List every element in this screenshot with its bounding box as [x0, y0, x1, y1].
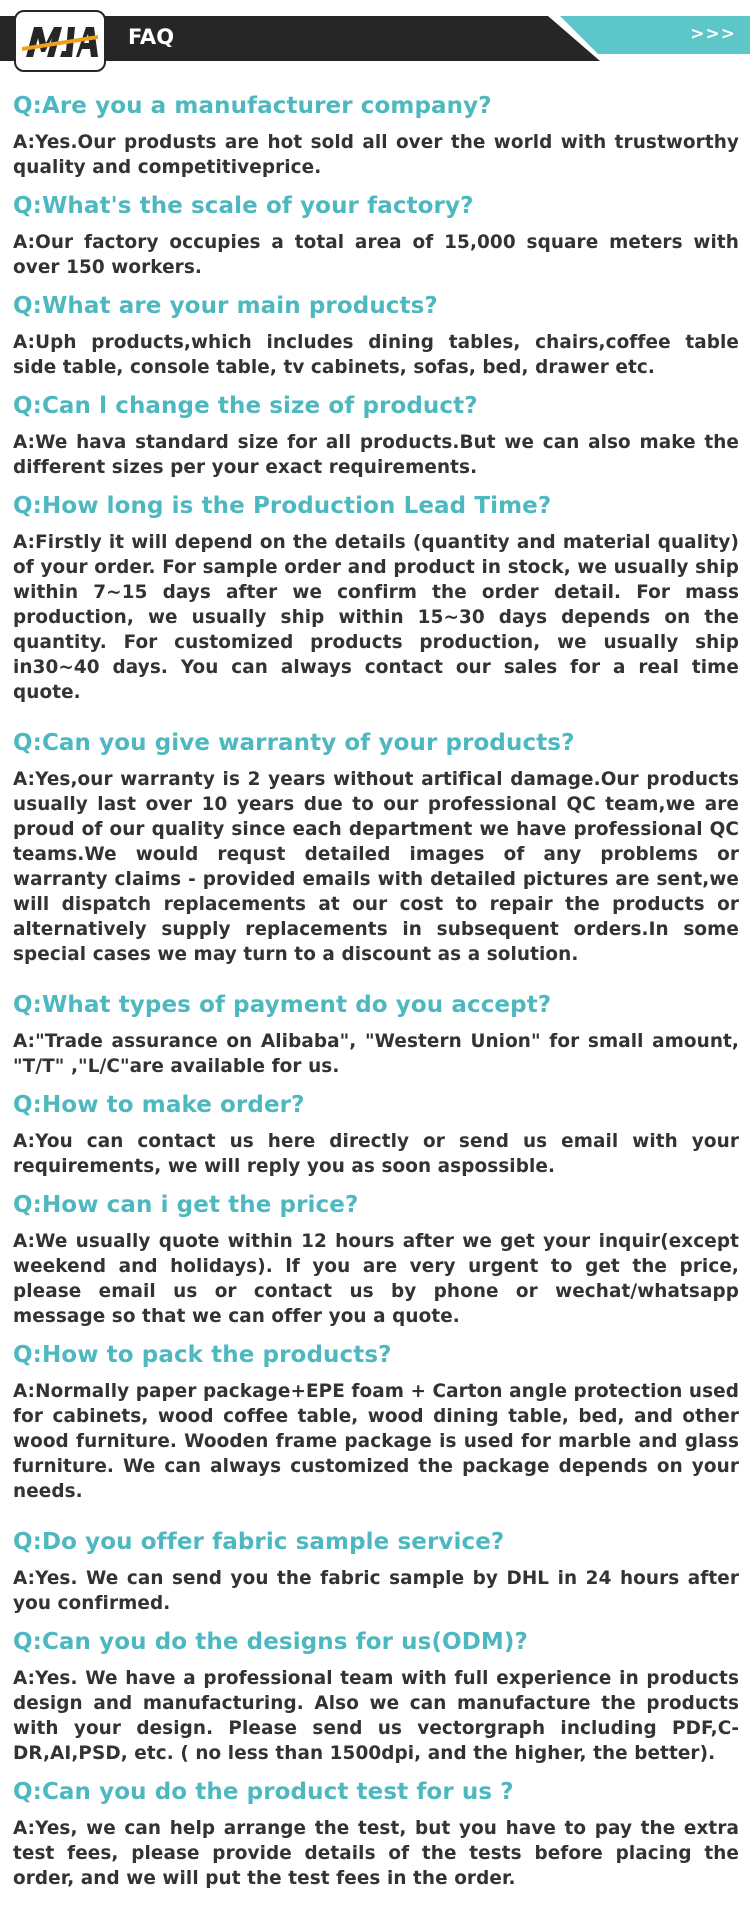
faq-answer: A:Uph products,which includes dining tables, chairs,coffee table side table, console table, tv cabinets, sofas, bed, drawer etc. [13, 332, 739, 378]
faq-question: Q:What are your main products? [13, 293, 438, 319]
brand-logo-icon [20, 21, 100, 61]
faq-question: Q:What's the scale of your factory? [13, 193, 474, 219]
faq-item [13, 192, 739, 280]
faq-item [13, 1528, 739, 1616]
faq-item [13, 392, 739, 480]
faq-answer: A:Normally paper package+EPE foam + Carton angle protection used for cabinets, wood coffee table, wood dining table, bed, and other wood furniture. Wooden frame package is used for marble and glass furniture. We can always customized the package depends on your needs. [13, 1381, 739, 1502]
faq-question: Q:How to pack the products? [13, 1342, 392, 1368]
faq-item [13, 1341, 739, 1504]
faq-item [13, 1778, 739, 1891]
faq-item [13, 1628, 739, 1766]
brand-logo [14, 10, 106, 72]
faq-question: Q:How to make order? [13, 1092, 305, 1118]
header-arrows: >>> [690, 24, 736, 44]
faq-question: Q:Can l change the size of product? [13, 393, 478, 419]
faq-answer: A:Yes. We can send you the fabric sample by DHL in 24 hours after you confirmed. [13, 1568, 739, 1614]
faq-item [13, 729, 739, 967]
faq-item [13, 92, 739, 180]
faq-question: Q:How can i get the price? [13, 1192, 359, 1218]
page-title: FAQ [128, 25, 175, 49]
faq-question: Q:How long is the Production Lead Time? [13, 493, 552, 519]
faq-item [13, 1191, 739, 1329]
faq-answer: A:You can contact us here directly or send us email with your requirements, we will reply you as soon aspossible. [13, 1131, 739, 1177]
faq-question: Q:Are you a manufacturer company? [13, 93, 492, 119]
faq-item [13, 292, 739, 380]
faq-question: Q:What types of payment do you accept? [13, 992, 552, 1018]
faq-answer: A:Firstly it will depend on the details (quantity and material quality) of your order. For sample order and product in stock, we usually ship within 7~15 days after we confirm the order detail. For mass production, we usually ship within 15~30 days depends on the quantity. For customized products production, we usually ship in30~40 days. You can always contact our sales for a real time quote. [13, 532, 739, 703]
faq-answer: A:Our factory occupies a total area of 15,000 square meters with over 150 workers. [13, 232, 739, 278]
faq-question: Q:Can you give warranty of your products? [13, 730, 575, 756]
faq-answer: A:Yes. We have a professional team with full experience in products design and manufacturing. Also we can manufacture the products with your design. Please send us vectorgraph including PDF,CDR,AI,PSD, etc. ( no less than 1500dpi, and the higher, the better). [13, 1668, 739, 1764]
faq-list [13, 92, 739, 1903]
faq-header [0, 0, 750, 90]
faq-question: Q:Can you do the product test for us ? [13, 1779, 514, 1805]
faq-answer: A:We usually quote within 12 hours after we get your inquir(except weekend and holidays). lf you are very urgent to get the price, please email us or contact us by phone or wechat/whatsapp message so that we can offer you a quote. [13, 1231, 739, 1327]
faq-answer: A:"Trade assurance on Alibaba", "Western Union" for small amount, "T/T" ,"L/C"are available for us. [13, 1031, 739, 1077]
faq-answer: A:We hava standard size for all products.But we can also make the different sizes per your exact requirements. [13, 432, 739, 478]
faq-answer: A:Yes,our warranty is 2 years without artifical damage.Our products usually last over 10 years due to our professional QC team,we are proud of our quality since each department we have professional QC teams.We would requst detailed images of any problems or warranty claims - provided emails with detailed pictures are sent,we will dispatch replacements at our cost to repair the products or alternatively supply replacements in subsequent orders.In some special cases we may turn to a discount as a solution. [13, 769, 739, 965]
faq-item [13, 991, 739, 1079]
faq-question: Q:Do you offer fabric sample service? [13, 1529, 505, 1555]
faq-item [13, 1091, 739, 1179]
faq-answer: A:Yes, we can help arrange the test, but you have to pay the extra test fees, please provide details of the tests before placing the order, and we will put the test fees in the order. [13, 1818, 739, 1889]
faq-question: Q:Can you do the designs for us(ODM)? [13, 1629, 528, 1655]
faq-item [13, 492, 739, 705]
faq-answer: A:Yes.Our produsts are hot sold all over the world with trustworthy quality and competitiveprice. [13, 132, 739, 178]
